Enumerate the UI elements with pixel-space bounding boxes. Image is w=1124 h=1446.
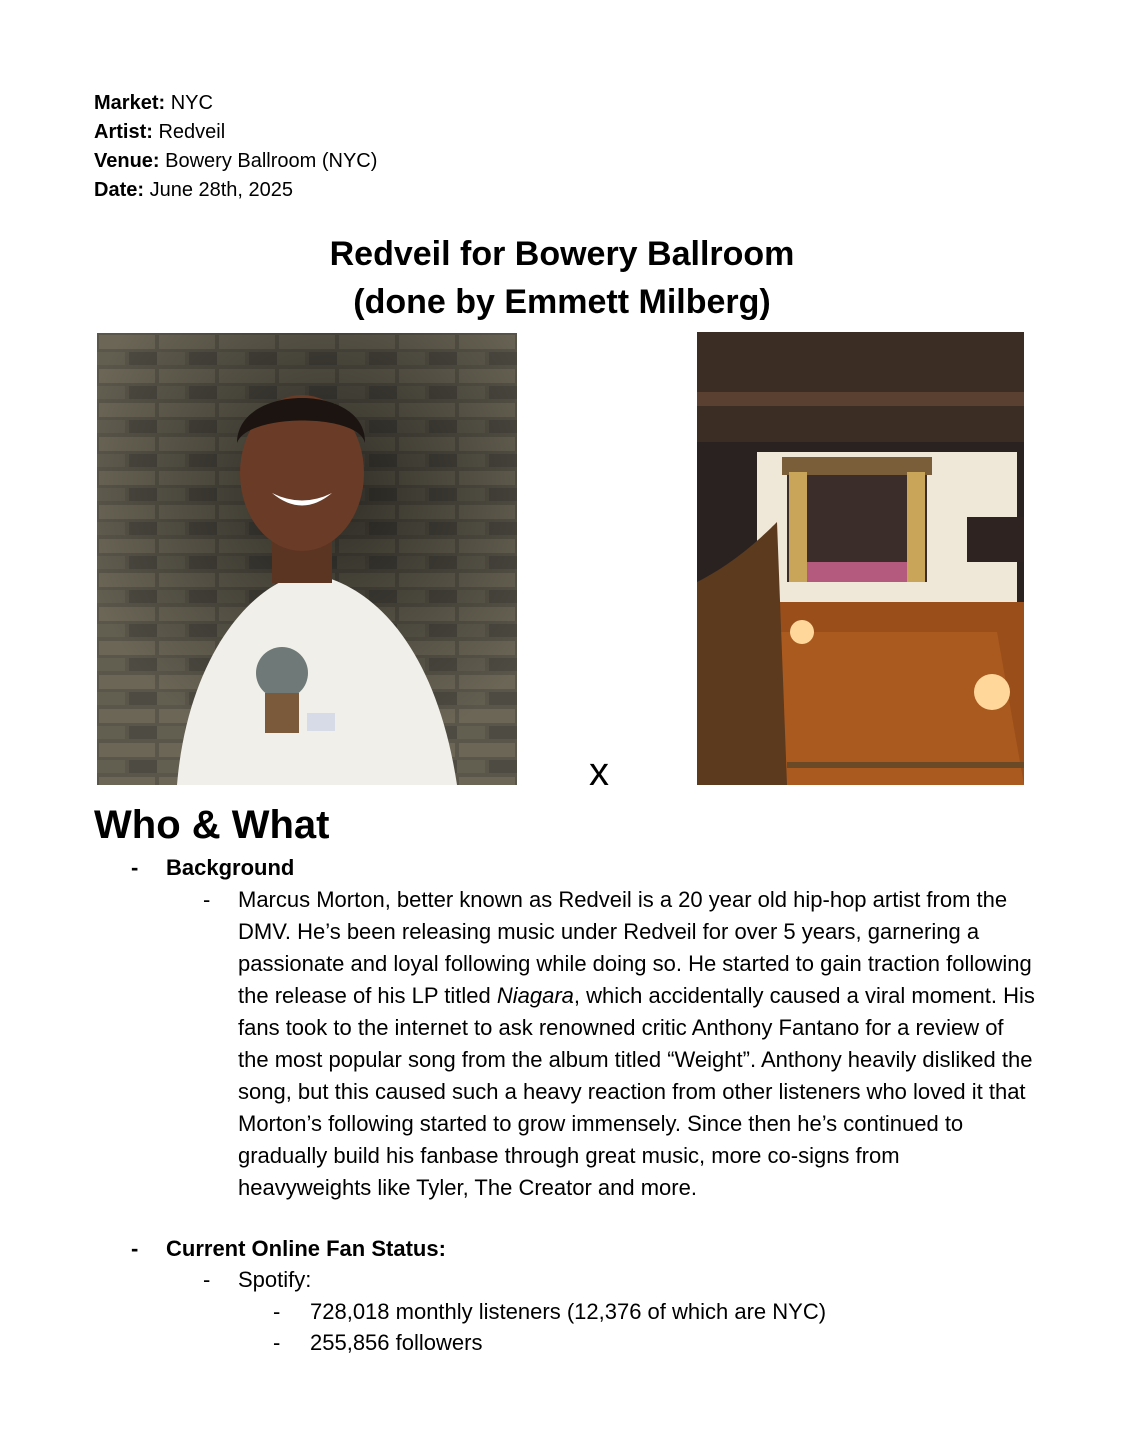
- bullet-fan-status: -: [131, 1236, 139, 1261]
- page-title: Redveil for Bowery Ballroom (done by Emmett Milberg): [329, 235, 795, 321]
- background-label: Background: [166, 855, 295, 880]
- spotify-followers: 255,856 followers: [310, 1330, 483, 1355]
- dash-followers: -: [273, 1330, 281, 1355]
- bullet-background: -: [131, 855, 139, 880]
- separator-x: x: [589, 750, 609, 794]
- date-line: Date: June 28th, 2025: [94, 179, 294, 201]
- dash-spotify: -: [203, 1267, 211, 1292]
- metadata-block: [94, 89, 377, 205]
- artist-photo: [97, 333, 517, 785]
- section-heading: Who & What: [94, 803, 330, 847]
- spotify-label: Spotify:: [238, 1267, 312, 1292]
- dash-listeners: -: [273, 1299, 281, 1324]
- background-paragraph: Marcus Morton, better known as Redveil is a 20 year old hip-hop artist from the DMV. He’s been releasing music under Redveil for over 5 years, garnering a passionate and loyal following while doing so. He started to gain traction following the release of his LP titled Niagara, which accidentally caused a viral moment. His fans took to the internet to ask renowned critic Anthony Fantano for a review of the most popular song from the album titled “Weight”. Anthony heavily disliked the song, but this caused such a heavy reaction from other listeners who loved it that Morton’s following started to grow immensely. Since then he’s continued to gradually build his fanbase through great music, more co-signs from heavyweights like Tyler, The Creator and more.: [238, 887, 1035, 1200]
- venue-photo-illustration: [697, 332, 1024, 785]
- fan-status-label: Current Online Fan Status:: [166, 1236, 446, 1261]
- dash-background-text: -: [203, 887, 211, 912]
- spotify-listeners: 728,018 monthly listeners (12,376 of which are NYC): [310, 1299, 827, 1324]
- artist-photo-illustration: [97, 333, 517, 785]
- venue-line: Venue: Bowery Ballroom (NYC): [94, 150, 378, 172]
- artist-line: Artist: Redveil: [94, 121, 226, 143]
- market-line: Market: NYC: [94, 92, 213, 114]
- venue-photo: [697, 332, 1024, 785]
